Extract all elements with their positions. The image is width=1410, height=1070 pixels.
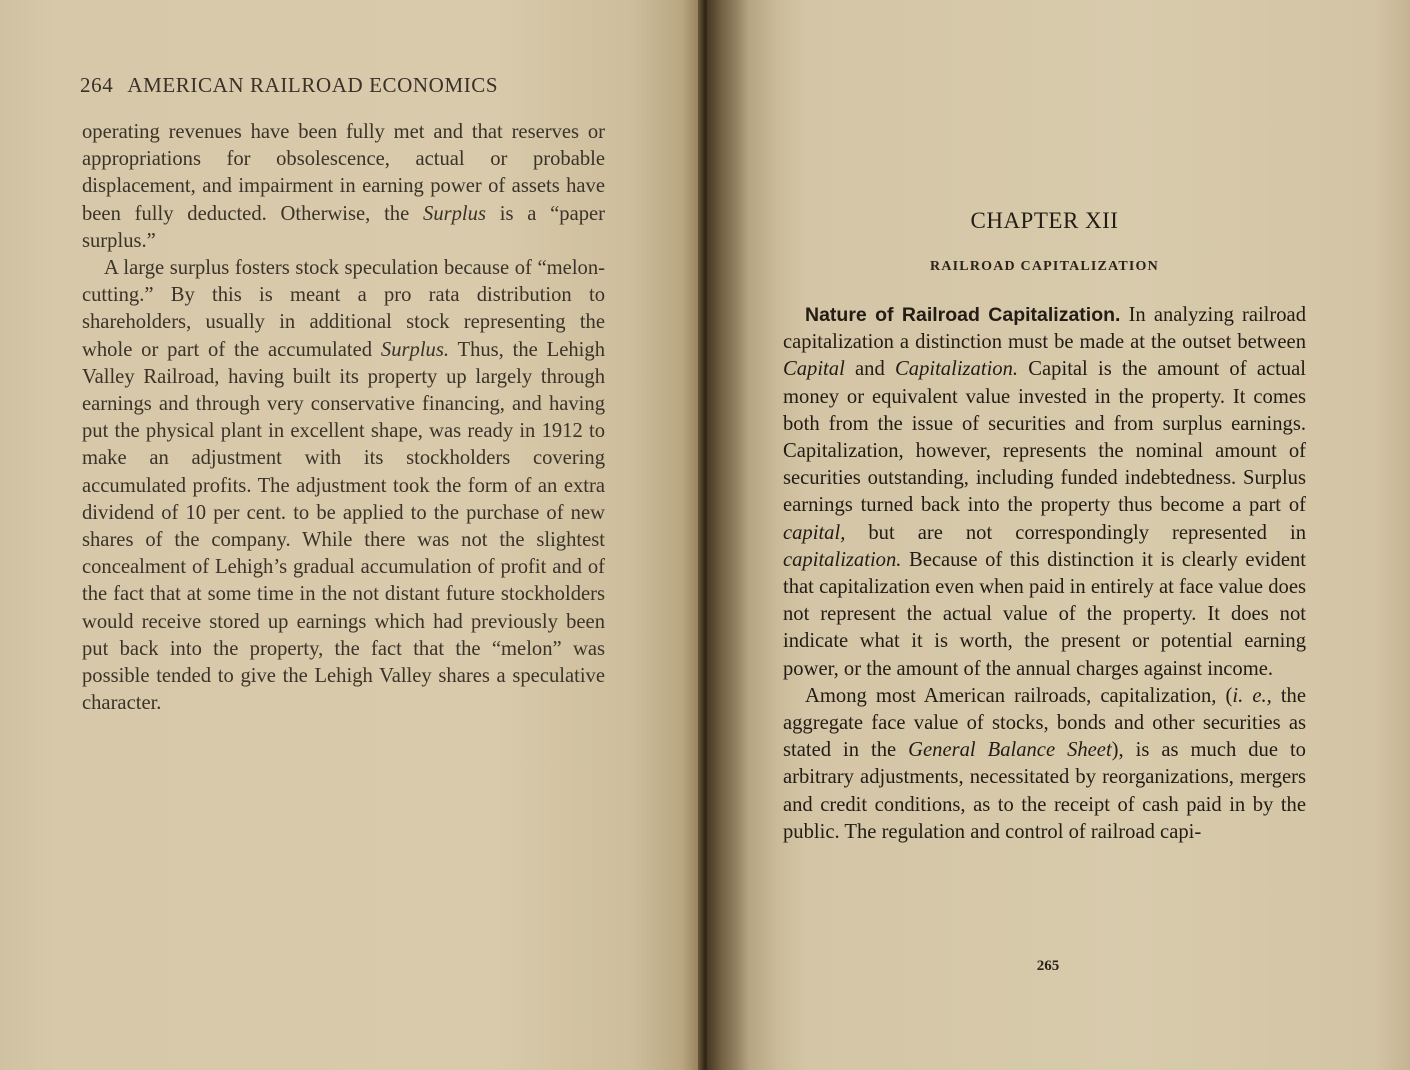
text-run: but are not correspondingly represented in [845,521,1306,544]
italic-term: i. e., [1232,684,1272,707]
italic-term: General Balance Sheet [908,739,1112,762]
italic-term: capital, [783,521,846,544]
left-paragraph-1 [82,119,605,255]
right-paragraph-1 [783,302,1306,683]
right-page-number: 265 [1036,958,1060,974]
text-run: A large surplus fosters stock speculation because of “melon-cutting.” By this is meant a pro rata distribution to shareholders, usually in additional stock representing the whole or part of the accumulated [82,257,605,361]
italic-term: capitalization. [783,548,902,571]
left-page-number: 264 [80,73,114,97]
text-run: ), is as much due to arbitrary adjustments, necessitated by reorganizations, mergers and credit conditions, as to the receipt of cash paid in by the public. The regulation and control of railroad capi- [783,739,1306,843]
chapter-title: CHAPTER XII [970,208,1119,233]
left-paragraph-2 [82,255,605,717]
running-head [80,73,600,98]
text-run: In analyzing railroad capitalization a distinction must be made at the outset between [783,304,1306,354]
text-run: and [844,358,896,381]
right-paragraph-2 [783,683,1306,846]
italic-term: Capital [783,358,845,381]
italic-term: Surplus. [380,338,450,361]
text-run: Among most American railroads, capitalization, ( [805,684,1233,707]
running-head-title: AMERICAN RAILROAD ECONOMICS [127,73,499,97]
italic-term: Surplus [423,202,486,225]
text-run: Capital is the amount of actual money or equivalent value invested in the property. It comes both from the issue of securities and from surplus earnings. Capitalization, however, represents the nominal amount of securities outstanding, including funded indebtedness. Surplus earnings turned back into the property thus become a part of [783,358,1306,517]
right-page-body [783,302,1306,846]
text-run: Because of this distinction it is clearly evident that capitalization even when paid in entirely at face value does not represent the actual value of the property. It does not indicate what it is worth, the present or potential earning power, or the amount of the annual charges against income. [783,548,1306,680]
text-run: is a “paper surplus.” [82,202,606,252]
text-run: operating revenues have been fully met and that reserves or appropriations for obsolescence, actual or probable displacement, and impairment in earning power of assets have been fully deducted. Otherwise, the [82,121,605,225]
section-heading-runin: Nature of Railroad Capitalization. [805,304,1121,326]
italic-term: Capitalization. [895,358,1019,381]
text-run: the aggregate face value of stocks, bonds and other securities as stated in the [783,684,1306,762]
left-page-body [82,119,605,717]
text-run: Thus, the Lehigh Valley Railroad, having built its property up largely through earnings and through very conservative financing, and having put the physical plant in excellent shape, was ready in 1912 to make an adjustment with its stockholders covering accumulated profits. The adjustment took the form of an extra dividend of 10 per cent. to be applied to the purchase of new shares of the company. While there was not the slightest concealment of Lehigh’s gradual accumulation of profit and of the fact that at some time in the not distant future stockholders would receive stored up earnings which had previously been put back into the property, the fact that the “melon” was possible tended to give the Lehigh Valley shares a speculative character. [82,338,605,715]
section-title: RAILROAD CAPITALIZATION [930,259,1159,274]
